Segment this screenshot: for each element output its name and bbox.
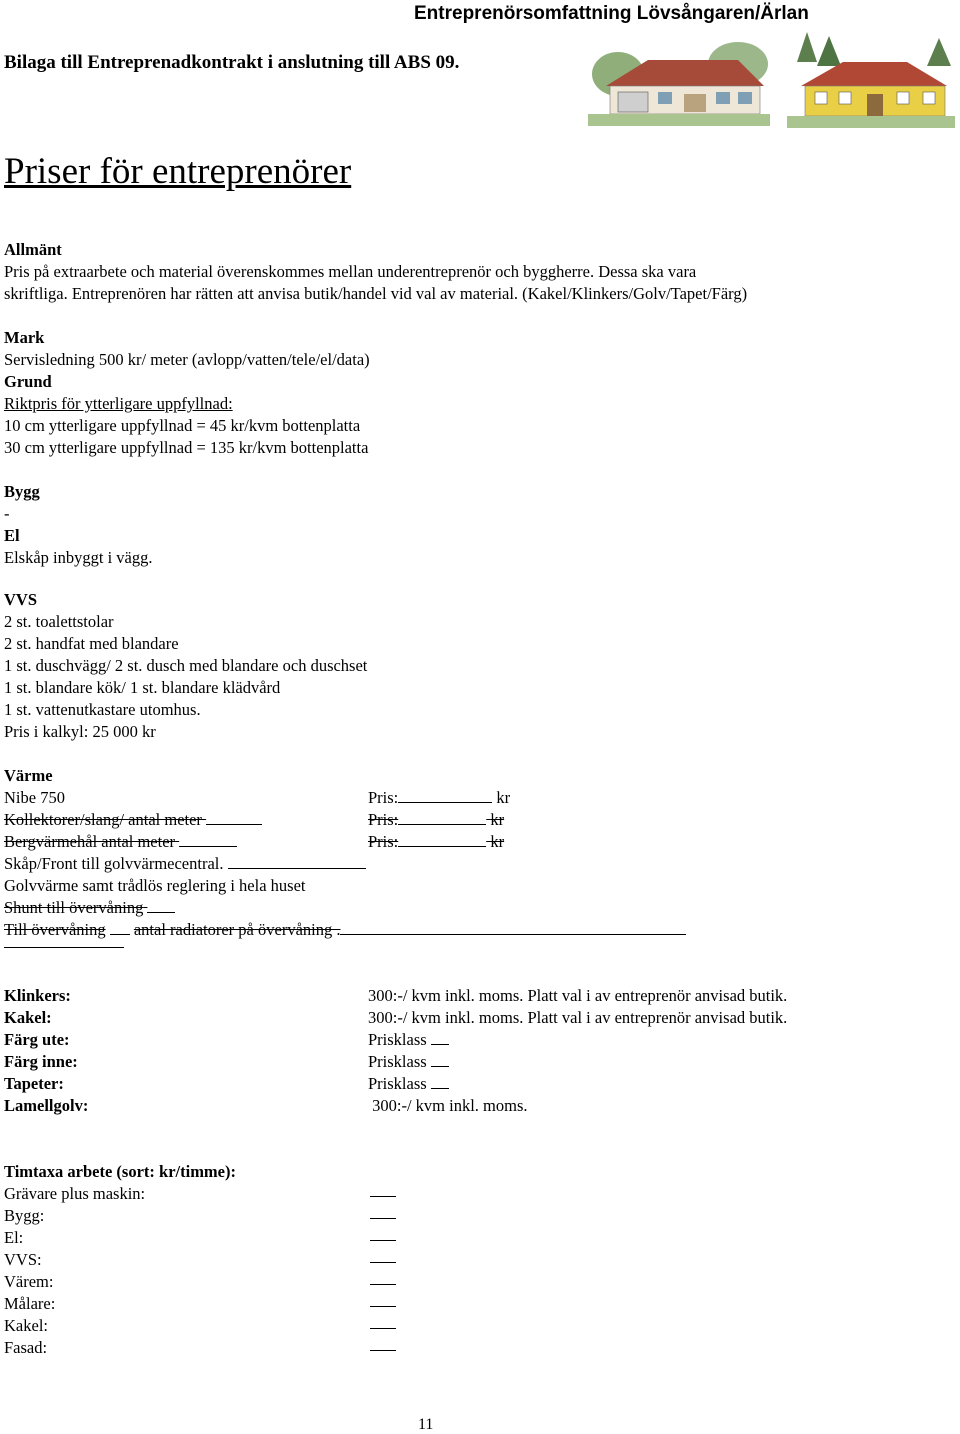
page-title: Priser för entreprenörer bbox=[4, 151, 352, 192]
section-heading-varme: Värme bbox=[4, 766, 53, 785]
timtaxa-row-label: Bygg: bbox=[4, 1206, 45, 1225]
material-value: 300:-/ kvm inkl. moms. Platt val i av entreprenör anvisad butik. bbox=[368, 1008, 788, 1027]
mark-line: Servisledning 500 kr/ meter (avlopp/vatten/tele/el/data) bbox=[4, 350, 370, 369]
house-illustration-right bbox=[787, 32, 955, 128]
strike-connector bbox=[290, 809, 368, 831]
timtaxa-row-label: Kakel: bbox=[4, 1316, 48, 1335]
timtaxa-row-label: Värem: bbox=[4, 1272, 54, 1291]
prisklass-blank-field[interactable] bbox=[431, 1052, 449, 1067]
shunt-blank-field[interactable] bbox=[147, 898, 175, 913]
section-heading-allmant: Allmänt bbox=[4, 240, 62, 259]
grund-line-2: 30 cm ytterligare uppfyllnad = 135 kr/kvm bottenplatta bbox=[4, 438, 369, 457]
section-heading-timtaxa: Timtaxa arbete (sort: kr/timme): bbox=[4, 1162, 236, 1181]
bergvarme-price-row: Pris: kr bbox=[368, 832, 505, 851]
section-heading-bygg: Bygg bbox=[4, 482, 40, 501]
rate-blank-field[interactable] bbox=[370, 1350, 396, 1351]
price-blank-field[interactable] bbox=[398, 810, 486, 825]
rate-blank-field[interactable] bbox=[370, 1306, 396, 1307]
price-blank-field[interactable] bbox=[398, 832, 486, 847]
varme-bergvarme: Bergvärmehål antal meter bbox=[4, 831, 237, 853]
grund-subheading: Riktpris för ytterligare uppfyllnad: bbox=[4, 394, 233, 413]
page-number: 11 bbox=[418, 1416, 434, 1433]
skap-blank-field[interactable] bbox=[228, 854, 366, 869]
material-value: 300:-/ kvm inkl. moms. Platt val i av entreprenör anvisad butik. bbox=[368, 986, 788, 1005]
vvs-line: 1 st. duschvägg/ 2 st. dusch med blandare och duschset bbox=[4, 656, 368, 675]
overvaning-blank-field[interactable] bbox=[340, 920, 686, 935]
nibe-price-row bbox=[368, 787, 510, 809]
rate-blank-field[interactable] bbox=[370, 1262, 396, 1263]
material-value-row: Prisklass bbox=[368, 1051, 449, 1073]
bergvarme-blank-field[interactable] bbox=[179, 832, 237, 847]
vvs-line: 2 st. handfat med blandare bbox=[4, 634, 179, 653]
el-line: Elskåp inbyggt i vägg. bbox=[4, 548, 153, 567]
varme-skap: Skåp/Front till golvvärmecentral. bbox=[4, 853, 366, 875]
material-label: Klinkers: bbox=[4, 986, 71, 1005]
varme-nibe: Nibe 750 bbox=[4, 788, 65, 807]
material-value: 300:-/ kvm inkl. moms. bbox=[368, 1096, 528, 1115]
section-heading-vvs: VVS bbox=[4, 590, 38, 609]
section-heading-grund: Grund bbox=[4, 372, 52, 391]
allmant-line-1: Pris på extraarbete och material överenskommes mellan underentreprenör och byggherre. Dessa ska vara bbox=[4, 262, 697, 281]
material-value-row: Prisklass bbox=[368, 1073, 449, 1095]
document-subtitle: Bilaga till Entreprenadkontrakt i anslutning till ABS 09. bbox=[4, 52, 460, 73]
kollektorer-blank-field[interactable] bbox=[206, 810, 262, 825]
material-label: Tapeter: bbox=[4, 1074, 64, 1093]
timtaxa-row-label: Fasad: bbox=[4, 1338, 48, 1357]
rate-blank-field[interactable] bbox=[370, 1218, 396, 1219]
section-heading-el: El bbox=[4, 526, 20, 545]
divider-line bbox=[4, 947, 124, 948]
material-value-row: Prisklass bbox=[368, 1029, 449, 1051]
allmant-line-2: skriftliga. Entreprenören har rätten att anvisa butik/handel vid val av material. (Kakel/Klinkers/Golv/Tapet/Färg) bbox=[4, 284, 748, 303]
prisklass-blank-field[interactable] bbox=[431, 1074, 449, 1089]
document-header-title: Entreprenörsomfattning Lövsångaren/Ärlan bbox=[414, 3, 809, 24]
rate-blank-field[interactable] bbox=[370, 1284, 396, 1285]
rate-blank-field[interactable] bbox=[370, 1328, 396, 1329]
varme-golvvarme: Golvvärme samt trådlös reglering i hela huset bbox=[4, 876, 306, 895]
vvs-line: 2 st. toalettstolar bbox=[4, 612, 114, 631]
vvs-line: 1 st. blandare kök/ 1 st. blandare klädvård bbox=[4, 678, 281, 697]
vvs-line: 1 st. vattenutkastare utomhus. bbox=[4, 700, 201, 719]
vvs-price: Pris i kalkyl: 25 000 kr bbox=[4, 722, 156, 741]
prisklass-blank-field[interactable] bbox=[431, 1030, 449, 1045]
house-illustration-left bbox=[588, 34, 770, 126]
material-label: Färg inne: bbox=[4, 1052, 78, 1071]
timtaxa-row-label: VVS: bbox=[4, 1250, 42, 1269]
timtaxa-row-label: Grävare plus maskin: bbox=[4, 1184, 146, 1203]
varme-kollektorer: Kollektorer/slang/ antal meter bbox=[4, 809, 262, 831]
bygg-line: - bbox=[4, 504, 10, 523]
material-label: Kakel: bbox=[4, 1008, 52, 1027]
radiator-count-blank-field[interactable] bbox=[110, 920, 130, 935]
rate-blank-field[interactable] bbox=[370, 1196, 396, 1197]
price-label: Pris: bbox=[368, 788, 399, 807]
price-blank-field[interactable] bbox=[398, 788, 492, 803]
section-heading-mark: Mark bbox=[4, 328, 45, 347]
material-label: Färg ute: bbox=[4, 1030, 70, 1049]
varme-shunt: Shunt till övervåning bbox=[4, 897, 175, 919]
kollektorer-price-row: Pris: kr bbox=[368, 810, 505, 829]
varme-till-overvaning: Till övervåning antal radiatorer på övervåning . bbox=[4, 919, 686, 941]
strike-connector bbox=[258, 831, 368, 853]
rate-blank-field[interactable] bbox=[370, 1240, 396, 1241]
timtaxa-row-label: El: bbox=[4, 1228, 24, 1247]
material-label: Lamellgolv: bbox=[4, 1096, 89, 1115]
timtaxa-row-label: Målare: bbox=[4, 1294, 56, 1313]
currency-label: kr bbox=[496, 788, 511, 807]
grund-line-1: 10 cm ytterligare uppfyllnad = 45 kr/kvm bottenplatta bbox=[4, 416, 361, 435]
